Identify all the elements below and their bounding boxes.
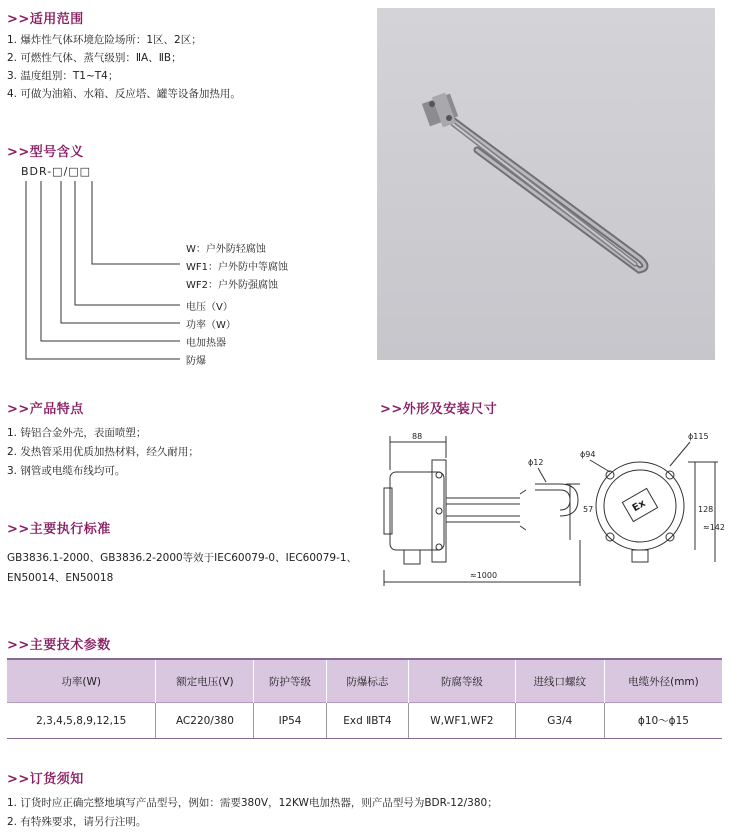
cable-gland [404, 550, 420, 564]
dim-88: 88 [412, 432, 423, 441]
model-label-wf1: WF1：户外防中等腐蚀 [186, 262, 289, 273]
dim-1000: ≈1000 [470, 571, 498, 580]
scope-title: >>适用范围 [7, 12, 84, 27]
model-code: BDR-□/□□ [21, 165, 92, 178]
params-table [7, 660, 722, 739]
model-label-power: 功率（W） [186, 320, 236, 331]
model-tree-lines [0, 0, 200, 370]
col-anticorrosion: 防腐等级 [409, 660, 516, 703]
model-label-w: W：户外防轻腐蚀 [186, 244, 266, 255]
scope-item: 3. 温度组别：T1~T4； [7, 70, 119, 82]
col-voltage: 额定电压(V) [156, 660, 254, 703]
cell-protection: IP54 [254, 703, 326, 739]
cell-ex-mark: Exd ⅡBT4 [326, 703, 408, 739]
model-label-wf2: WF2：户外防强腐蚀 [186, 280, 279, 291]
dimensions-title: >>外形及安装尺寸 [380, 402, 498, 417]
heater-illustration [377, 8, 715, 360]
col-protection: 防护等级 [254, 660, 326, 703]
model-title: >>型号含义 [7, 145, 84, 160]
params-title: >>主要技术参数 [7, 638, 111, 653]
model-label-voltage: 电压（V） [186, 302, 233, 313]
col-cable-dia: 电缆外径(mm) [604, 660, 722, 703]
standards-line: EN50014、EN50018 [7, 572, 114, 584]
standards-line: GB3836.1-2000、GB3836.2-2000等效于IEC60079-0、IEC60079-1、 [7, 552, 358, 564]
feature-item: 2. 发热管采用优质加热材料，经久耐用； [7, 446, 199, 458]
features-title: >>产品特点 [7, 402, 84, 417]
dim-128: 128 [698, 505, 714, 514]
order-title: >>订货须知 [7, 772, 84, 787]
table-row [7, 703, 722, 739]
feature-item: 1. 铸铝合金外壳，表面喷塑； [7, 427, 147, 439]
housing-cap [384, 488, 392, 534]
table-header-row [7, 660, 722, 703]
front-gland [632, 550, 648, 562]
ex-mark: Ex [630, 498, 648, 515]
col-ex-mark: 防爆标志 [326, 660, 408, 703]
dim-142: ≈142 [703, 523, 725, 532]
product-photo [377, 8, 715, 360]
col-thread: 进线口螺纹 [515, 660, 604, 703]
cell-cable-dia: ϕ10～ϕ15 [604, 703, 722, 739]
scope-item: 1. 爆炸性气体环境危险场所：1区、2区； [7, 34, 202, 46]
order-item: 2. 有特殊要求，请另行注明。 [7, 816, 147, 828]
cell-thread: G3/4 [515, 703, 604, 739]
cell-power: 2,3,4,5,8,9,12,15 [7, 703, 156, 739]
scope-item: 2. 可燃性气体、蒸气级别：ⅡA、ⅡB； [7, 52, 182, 64]
dim-115: ϕ115 [688, 432, 709, 441]
scope-item: 4. 可做为油箱、水箱、反应塔、罐等设备加热用。 [7, 88, 241, 100]
cell-voltage: AC220/380 [156, 703, 254, 739]
standards-title: >>主要执行标准 [7, 522, 111, 537]
order-item: 1. 订货时应正确完整地填写产品型号，例如：需要380V，12KW电加热器，则产品型号为BDR-12/380； [7, 797, 498, 809]
col-power: 功率(W) [7, 660, 156, 703]
model-label-explosion: 防爆 [186, 356, 206, 367]
feature-item: 3. 钢管或电缆布线均可。 [7, 465, 126, 477]
cell-anticorrosion: W,WF1,WF2 [409, 703, 516, 739]
dim-57: 57 [583, 505, 594, 514]
dimension-drawing [370, 420, 725, 600]
dim-94: ϕ94 [580, 450, 596, 459]
model-label-heater: 电加热器 [186, 338, 226, 349]
dim-tube-dia: ϕ12 [528, 458, 544, 467]
